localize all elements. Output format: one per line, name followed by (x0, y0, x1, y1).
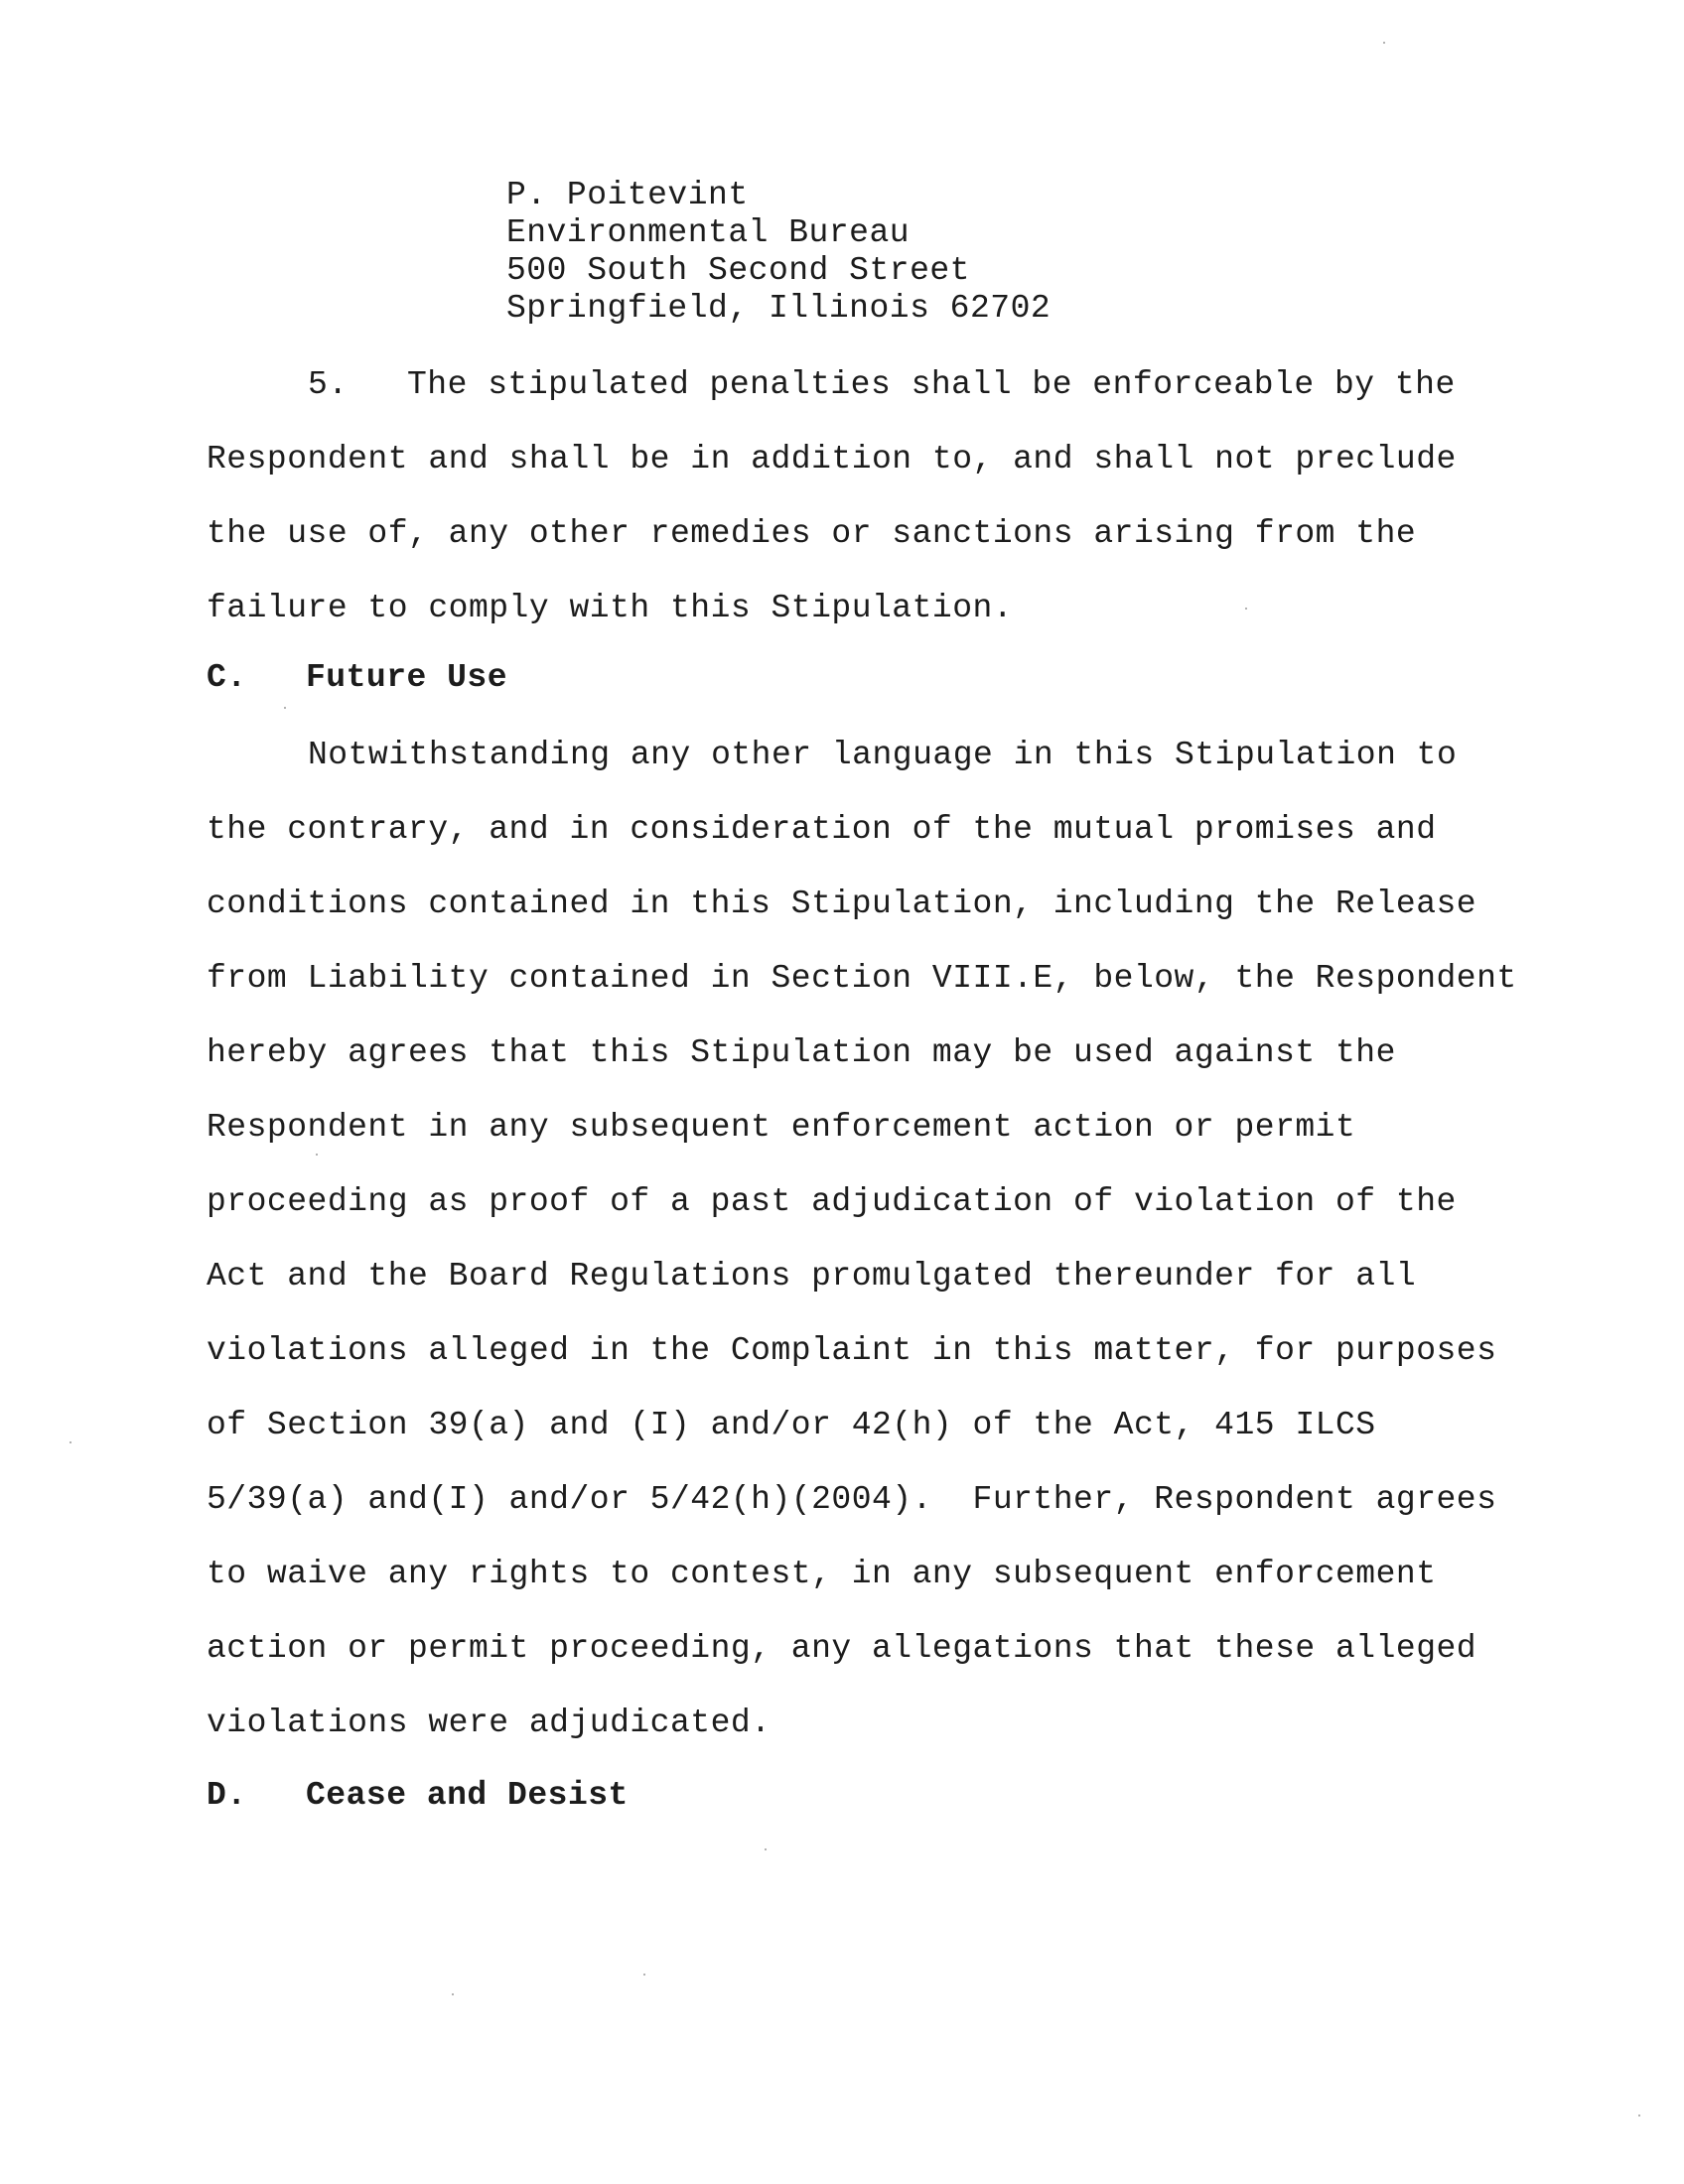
scan-speck (1245, 608, 1247, 610)
future-use-line: violations alleged in the Complaint in this matter, for purposes (207, 1332, 1497, 1369)
section-c-letter: C. (207, 659, 247, 696)
scan-speck (765, 1848, 767, 1850)
section-c-title: Future Use (306, 659, 508, 696)
scan-speck (643, 1974, 645, 1976)
section-d-heading (207, 1776, 629, 1816)
section-d-letter: D. (207, 1777, 247, 1814)
future-use-line: 5/39(a) and(I) and/or 5/42(h)(2004). Further, Respondent agrees (207, 1481, 1497, 1518)
scan-speck (1638, 2115, 1640, 2116)
future-use-line: violations were adjudicated. (207, 1705, 772, 1741)
paragraph-5-line: Respondent and shall be in addition to, and shall not preclude (207, 441, 1457, 478)
address-block (506, 177, 1051, 328)
scan-speck (452, 1993, 454, 1995)
paragraph-5-number: 5. (308, 366, 349, 403)
paragraph-5 (207, 347, 1497, 645)
future-use-line: the contrary, and in consideration of the mutual promises and (207, 811, 1437, 848)
future-use-line: Act and the Board Regulations promulgated thereunder for all (207, 1258, 1417, 1295)
future-use-line: to waive any rights to contest, in any subsequent enforcement (207, 1556, 1437, 1592)
scan-speck (284, 707, 286, 709)
scan-speck (316, 1154, 318, 1156)
address-line-city: Springfield, Illinois 62702 (506, 290, 1052, 327)
scan-speck (70, 1441, 71, 1443)
paragraph-5-line: the use of, any other remedies or sanctions arising from the (207, 515, 1417, 552)
section-d-title: Cease and Desist (306, 1777, 629, 1814)
address-line-bureau: Environmental Bureau (506, 214, 911, 251)
future-use-line: Notwithstanding any other language in this Stipulation to (308, 737, 1458, 773)
future-use-line: hereby agrees that this Stipulation may be used against the (207, 1034, 1396, 1071)
future-use-line: from Liability contained in Section VIII.E, below, the Respondent (207, 960, 1517, 997)
future-use-paragraph (207, 718, 1517, 1760)
future-use-line: proceeding as proof of a past adjudication of violation of the (207, 1183, 1457, 1220)
address-line-street: 500 South Second Street (506, 252, 970, 289)
scan-speck (1383, 42, 1385, 44)
paragraph-5-line: 5. The stipulated penalties shall be enforceable by the (207, 347, 1497, 422)
section-c-heading (207, 658, 507, 698)
paragraph-5-line: failure to comply with this Stipulation. (207, 590, 1014, 626)
future-use-line: of Section 39(a) and (I) and/or 42(h) of the Act, 415 ILCS (207, 1407, 1376, 1443)
future-use-line: action or permit proceeding, any allegations that these alleged (207, 1630, 1477, 1667)
address-line-name: P. Poitevint (506, 177, 749, 213)
future-use-line: conditions contained in this Stipulation, including the Release (207, 886, 1477, 922)
future-use-line: Respondent in any subsequent enforcement action or permit (207, 1109, 1356, 1146)
